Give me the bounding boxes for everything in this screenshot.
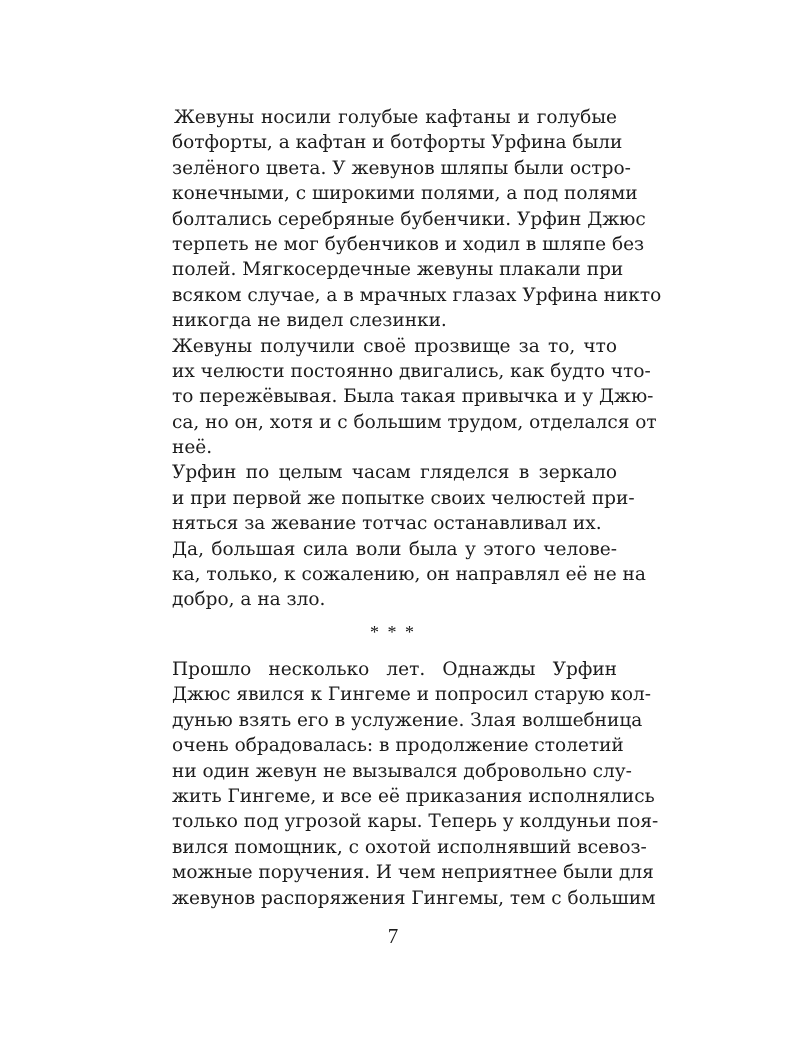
page-number: 7	[387, 924, 399, 948]
text-line: только под угрозой кары. Теперь у колдуньи поя-	[172, 811, 659, 833]
text-block-top	[172, 105, 662, 613]
text-line: са, но он, хотя и с большим трудом, отделался от	[172, 411, 657, 433]
text-line: болтались серебряные бубенчики. Урфин Джюс	[172, 208, 646, 230]
text-line: очень обрадовалась: в продолжение столетий	[172, 735, 624, 757]
text-line: ни один жевун не вызывался добровольно слу-	[172, 760, 632, 782]
text-line: добро, а на зло.	[172, 589, 326, 611]
text-line: то пережёвывая. Была такая привычка и у Джю-	[172, 386, 654, 408]
section-separator: * * *	[370, 622, 416, 642]
text-line: зелёного цвета. У жевунов шляпы были остро-	[172, 157, 631, 179]
text-line: их челюсти постоянно двигались, как будто что-	[172, 360, 651, 382]
text-line: терпеть не мог бубенчиков и ходил в шляпе без	[172, 233, 645, 255]
text-line: жить Гингеме, и все её приказания исполнялись	[172, 785, 655, 807]
text-line: жевунов распоряжения Гингемы, тем с большим	[172, 887, 656, 909]
text-line: никогда не видел слезинки.	[172, 310, 447, 332]
text-line: Прошло несколько лет. Однажды Урфин	[172, 659, 617, 680]
text-line: Да, большая сила воли была у этого челове-	[172, 538, 617, 560]
text-line: всяком случае, а в мрачных глазах Урфина никто	[172, 284, 662, 306]
text-line: ботфорты, а кафтан и ботфорты Урфина были	[172, 132, 623, 154]
text-line: Жевуны получили своё прозвище за то, что	[172, 335, 617, 357]
text-line: неё.	[172, 437, 213, 459]
text-line: Джюс явился к Гингеме и попросил старую кол-	[172, 684, 652, 706]
text-line: можные поручения. И чем неприятнее были для	[172, 862, 654, 884]
text-line: няться за жевание тотчас останавливал их.	[172, 513, 602, 535]
text-line: конечными, с широкими полями, а под полями	[172, 183, 638, 205]
text-line: и при первой же попытке своих челюстей при-	[172, 487, 635, 509]
text-line: полей. Мягкосердечные жевуны плакали при	[172, 259, 624, 281]
text-line: Урфин по целым часам гляделся в зеркало	[172, 462, 617, 484]
text-line: вился помощник, с охотой исполнявший всевоз-	[172, 836, 647, 858]
text-block-bottom	[172, 657, 659, 911]
text-line: ка, только, к сожалению, он направлял её не на	[172, 564, 646, 586]
text-line: дунью взять его в услужение. Злая волшебница	[172, 709, 643, 731]
text-line: Жевуны носили голубые кафтаны и голубые	[174, 107, 617, 128]
